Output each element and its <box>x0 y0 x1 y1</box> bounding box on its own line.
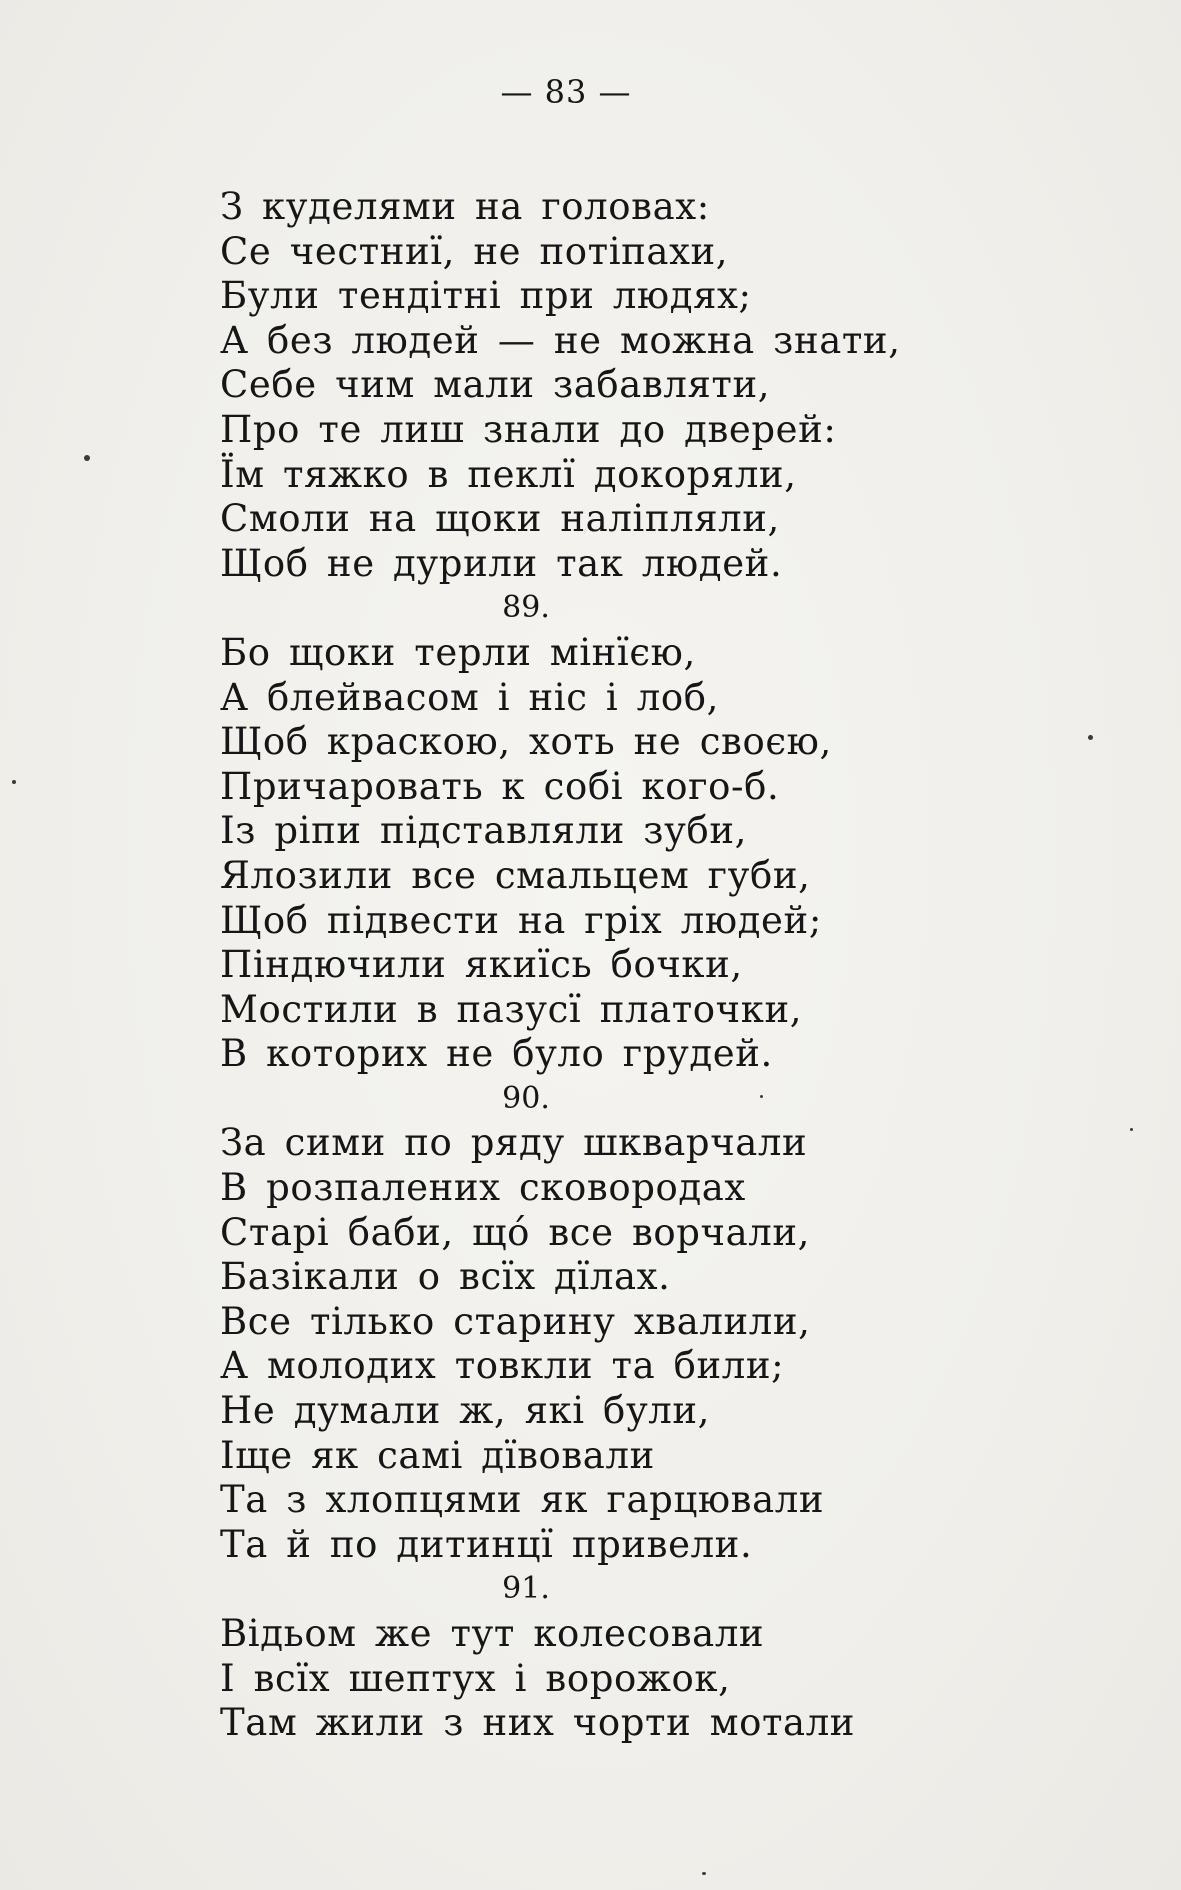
stanza-number: 89. <box>502 590 550 626</box>
poem-line: Бо щоки терли мінїєю, <box>220 630 696 674</box>
poem-line: Не думали ж, які були, <box>220 1389 711 1433</box>
paper-speck <box>760 1095 763 1098</box>
page-number: — 83 — <box>500 73 632 111</box>
poem-line: Про те лиш знали до дверей: <box>220 407 837 451</box>
paper-speck <box>12 780 16 784</box>
poem-line: В розпалених сковородах <box>220 1166 746 1210</box>
poem-line: Їм тяжко в пеклї докоряли, <box>220 452 797 496</box>
poem-line: Ялозили все смальцем губи, <box>220 853 811 897</box>
poem-line: Смоли на щоки наліпляли, <box>220 497 780 541</box>
poem-line: А без людей — не можна знати, <box>220 318 901 362</box>
poem-line: Се честниї, не потіпахи, <box>220 229 729 273</box>
poem-line: Там жили з них чорти мотали <box>220 1701 856 1745</box>
poem-line: Із ріпи підставляли зуби, <box>220 809 747 853</box>
poem-line: За сими по ряду шкварчали <box>220 1121 808 1165</box>
poem-text <box>220 185 940 1746</box>
poem-line: Все тілько старину хвалили, <box>220 1299 811 1343</box>
paper-speck <box>84 455 90 461</box>
poem-line: Щоб краскою, хоть не своєю, <box>220 720 832 764</box>
poem-line: Були тендітні при людях; <box>220 274 752 318</box>
poem-line: Та з хлопцями як гарцювали <box>220 1478 825 1522</box>
poem-line: Старі баби, що́ все ворчали, <box>220 1210 810 1254</box>
poem-line: А блейвасом і ніс і лоб, <box>220 675 719 719</box>
poem-line: І всїх шептух і ворожок, <box>220 1656 731 1700</box>
paper-speck <box>1130 1128 1133 1131</box>
poem-line: Мостили в пазусї платочки, <box>220 987 803 1031</box>
poem-line: В которих не було грудей. <box>220 1032 773 1076</box>
poem-line: Іще як самі дївовали <box>220 1433 655 1477</box>
poem-line: Щоб підвести на гріх людей; <box>220 898 822 942</box>
poem-line: Себе чим мали забавляти, <box>220 363 771 407</box>
poem-line: Відьом же тут колесовали <box>220 1612 765 1655</box>
poem-line: Та й по дитинцї привели. <box>220 1522 753 1566</box>
paper-speck <box>702 1872 706 1875</box>
poem-line: Піндючили якиїсь бочки, <box>220 943 743 987</box>
paper-speck <box>1088 735 1093 740</box>
poem-line: А молодих товкли та били; <box>220 1344 785 1388</box>
poem-line: Базікали о всїх дїлах. <box>220 1255 671 1299</box>
poem-line: Щоб не дурили так людей. <box>220 541 783 585</box>
stanza-number: 90. <box>502 1080 550 1116</box>
poem-line: З куделями на головах: <box>220 185 710 228</box>
poem-line: Причаровать к собі кого-б. <box>220 764 780 808</box>
stanza-number: 91. <box>502 1571 550 1607</box>
